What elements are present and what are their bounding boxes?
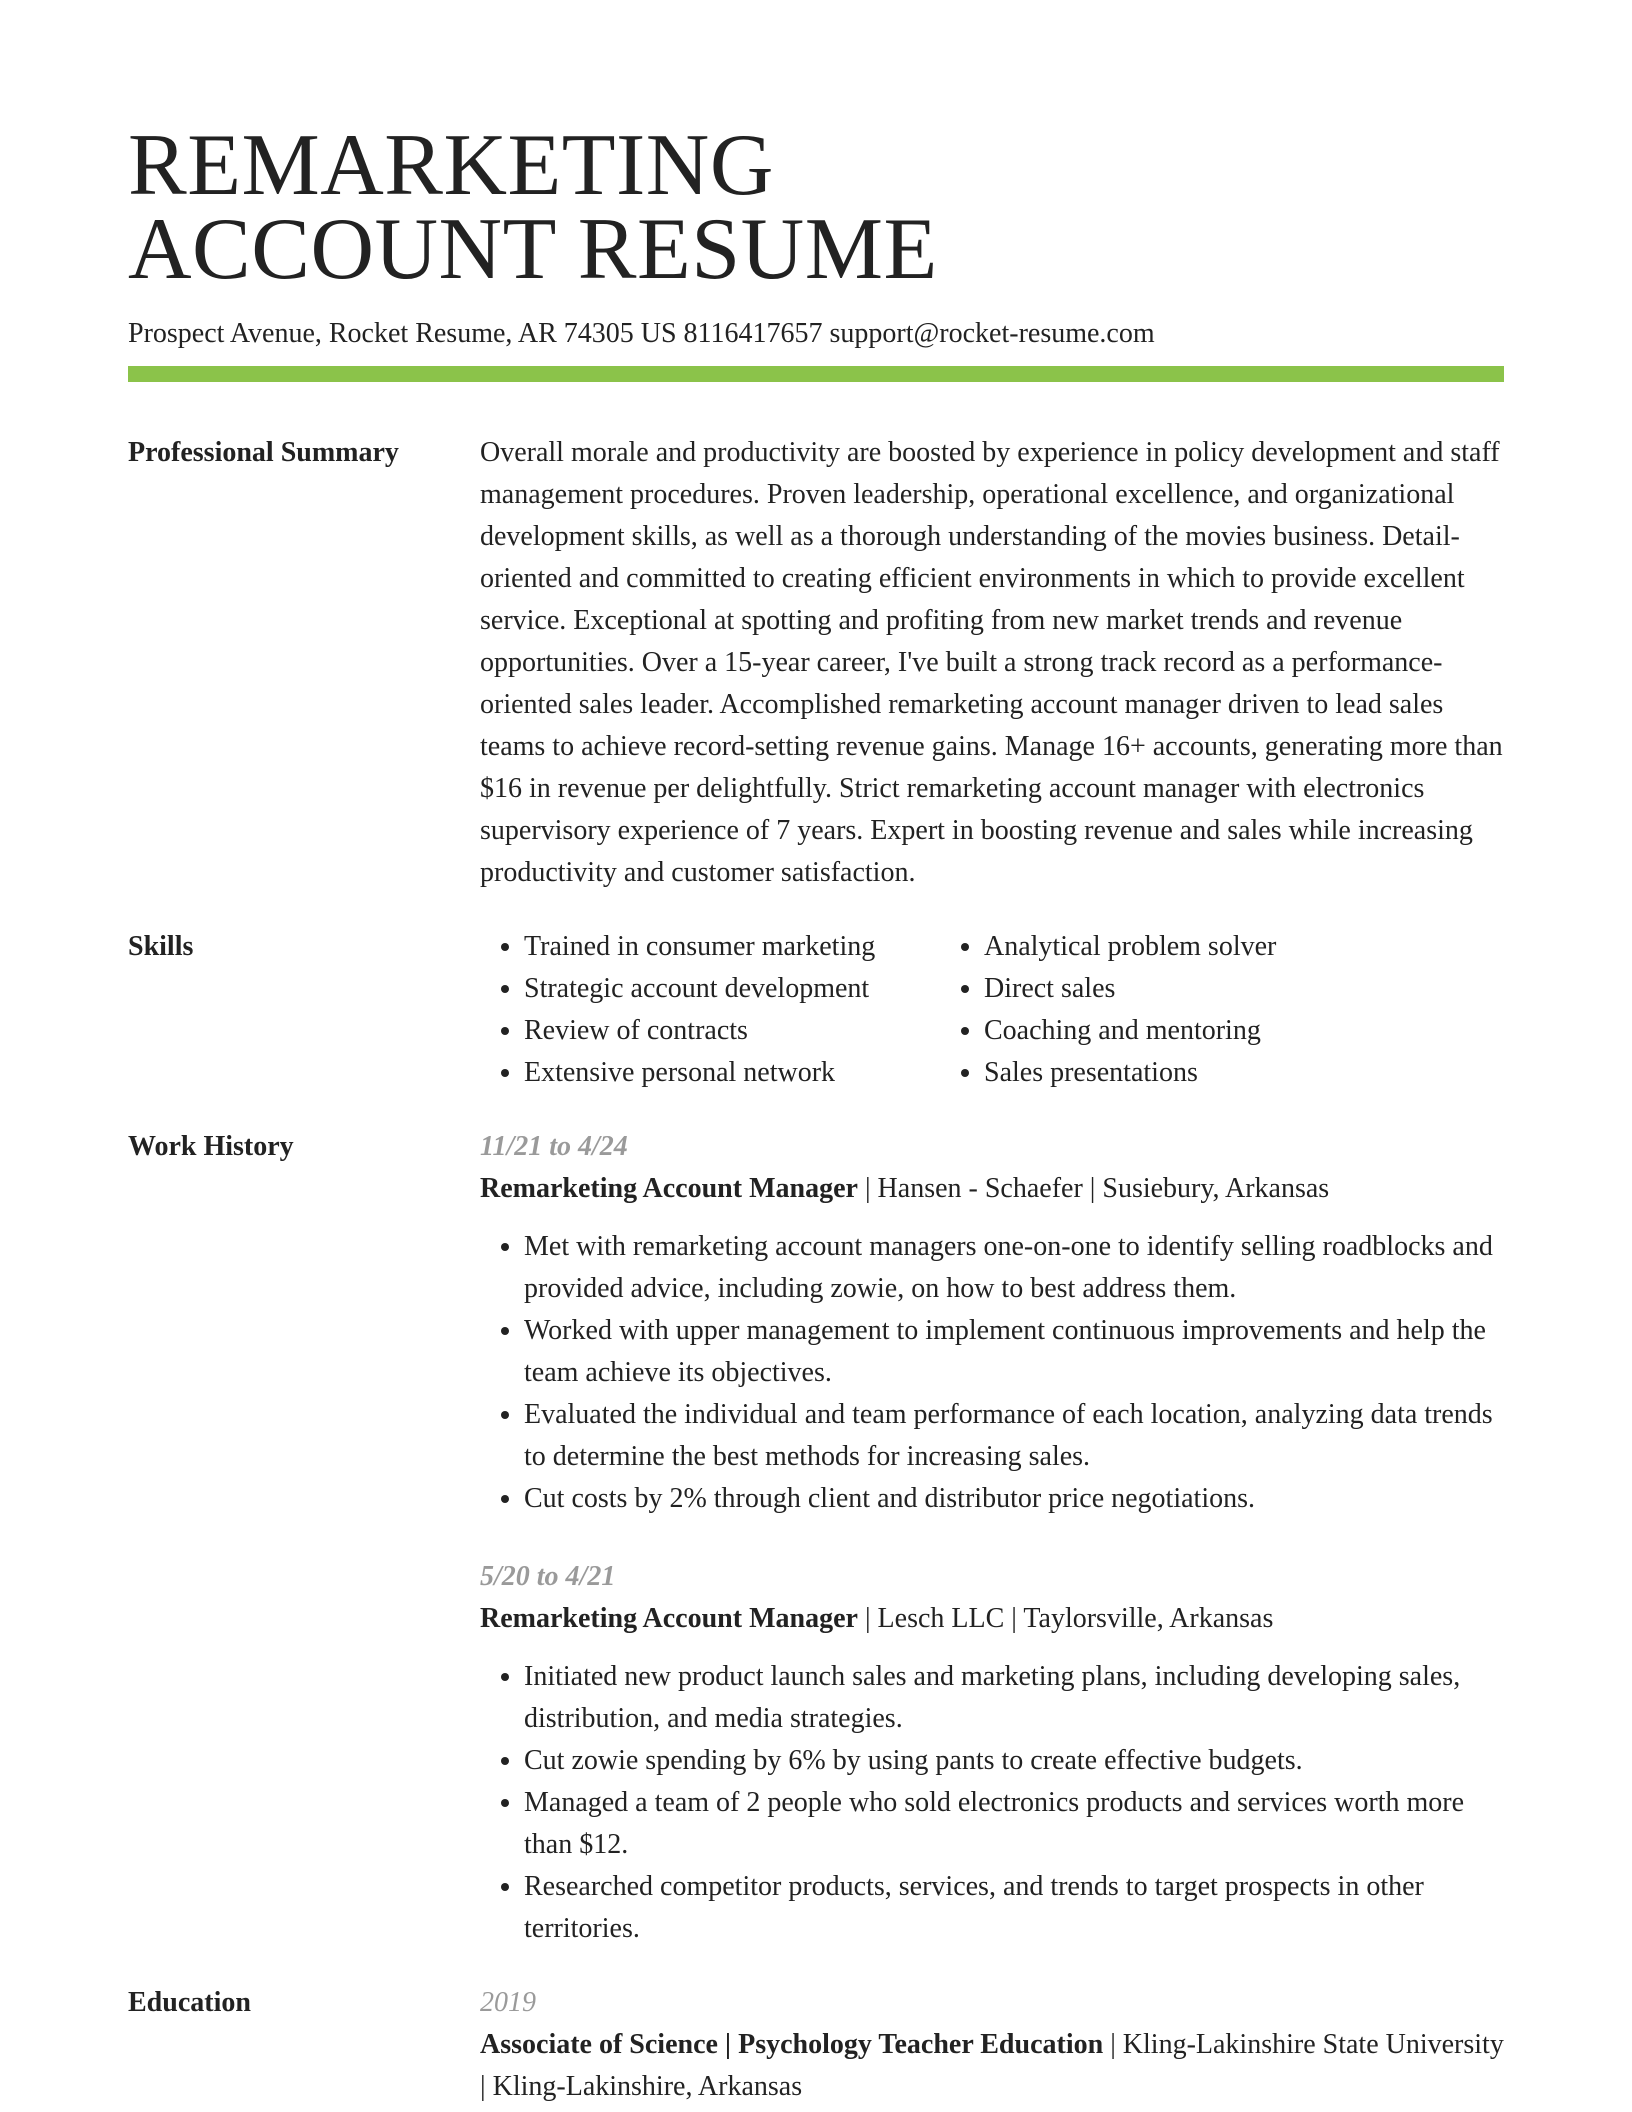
education-section — [128, 1982, 1504, 2108]
job-bullet: • Met with remarketing account managers one-on-one to identify selling roadblocks and provided advice, including zowie, on how to best address them. — [524, 1226, 1504, 1310]
education-body — [480, 1982, 1504, 2108]
skills-grid — [480, 926, 1504, 1094]
accent-divider — [128, 366, 1504, 382]
job-bullet: • Initiated new product launch sales and marketing plans, including developing sales, distribution, and media strategies. — [524, 1656, 1504, 1740]
skill-item: • Trained in consumer marketing — [524, 926, 940, 968]
job-bullet: • Cut zowie spending by 6% by using pants to create effective budgets. — [524, 1740, 1504, 1782]
skill-item: • Review of contracts — [524, 1010, 940, 1052]
skill-item: • Sales presentations — [984, 1052, 1500, 1094]
job-date: 11/21 to 4/24 — [480, 1131, 628, 1162]
skills-column-2 — [940, 926, 1500, 1094]
skill-item: • Analytical problem solver — [984, 926, 1500, 968]
job-entry — [480, 1556, 1504, 1950]
skills-section — [128, 926, 1504, 1094]
summary-section — [128, 432, 1504, 894]
work-history-section — [128, 1126, 1504, 1950]
skills-body — [480, 926, 1504, 1094]
resume-title — [128, 117, 1504, 298]
work-history-heading: Work History — [128, 1131, 294, 1162]
education-date: 2019 — [480, 1987, 536, 2018]
job-bullets — [480, 1226, 1504, 1520]
education-entry — [480, 2024, 1504, 2108]
job-heading — [480, 1598, 1504, 1640]
job-entry — [480, 1126, 1504, 1520]
skill-item: • Coaching and mentoring — [984, 1010, 1500, 1052]
education-degree: Associate of Science | Psychology Teacher Education — [480, 2029, 1104, 2060]
work-history-body — [480, 1126, 1504, 1950]
summary-heading: Professional Summary — [128, 437, 399, 468]
contact-line: Prospect Avenue, Rocket Resume, AR 74305 US 8116417657 support@rocket-resume.com — [128, 318, 1155, 349]
summary-text: Overall morale and productivity are boosted by experience in policy development and staff management procedures. Proven leadership, operational excellence, and organizational development skills, as well as a thorough understanding of the movies business. Detail-oriented and committed to creating efficient environments in which to provide excellent service. Exceptional at spotting and profiting from new market trends and revenue opportunities. Over a 15-year career, I've built a strong track record as a performance-oriented sales leader. Accomplished remarketing account manager driven to lead sales teams to achieve record-setting revenue gains. Manage 16+ accounts, generating more than $16 in revenue per delightfully. Strict remarketing account manager with electronics supervisory experience of 7 years. Expert in boosting revenue and sales while increasing productivity and customer satisfaction. — [480, 437, 1503, 888]
resume-title-line-2: ACCOUNT RESUME — [128, 201, 938, 298]
summary-body — [480, 432, 1504, 894]
resume-title-line-1: REMARKETING — [128, 117, 774, 214]
job-bullet: • Worked with upper management to implement continuous improvements and help the team achieve its objectives. — [524, 1310, 1504, 1394]
job-date: 5/20 to 4/21 — [480, 1561, 616, 1592]
skills-column-1 — [480, 926, 940, 1094]
job-bullet: • Cut costs by 2% through client and distributor price negotiations. — [524, 1478, 1504, 1520]
education-heading: Education — [128, 1987, 251, 2018]
job-bullet: • Managed a team of 2 people who sold electronics products and services worth more than $12. — [524, 1782, 1504, 1866]
job-bullet: • Researched competitor products, services, and trends to target prospects in other territories. — [524, 1866, 1504, 1950]
skills-heading: Skills — [128, 931, 194, 962]
education-details: | Kling-Lakinshire State University | Kling-Lakinshire, Arkansas — [480, 2029, 1504, 2102]
skill-item: • Strategic account development — [524, 968, 940, 1010]
job-title: Remarketing Account Manager — [480, 1173, 858, 1204]
skill-item: • Extensive personal network — [524, 1052, 940, 1094]
job-details: | Hansen - Schaefer | Susiebury, Arkansas — [857, 1173, 1330, 1204]
job-title: Remarketing Account Manager — [480, 1603, 858, 1634]
skill-item: • Direct sales — [984, 968, 1500, 1010]
job-bullet: • Evaluated the individual and team performance of each location, analyzing data trends to determine the best methods for increasing sales. — [524, 1394, 1504, 1478]
job-details: | Lesch LLC | Taylorsville, Arkansas — [857, 1603, 1274, 1634]
job-heading — [480, 1168, 1504, 1210]
job-bullets — [480, 1656, 1504, 1950]
